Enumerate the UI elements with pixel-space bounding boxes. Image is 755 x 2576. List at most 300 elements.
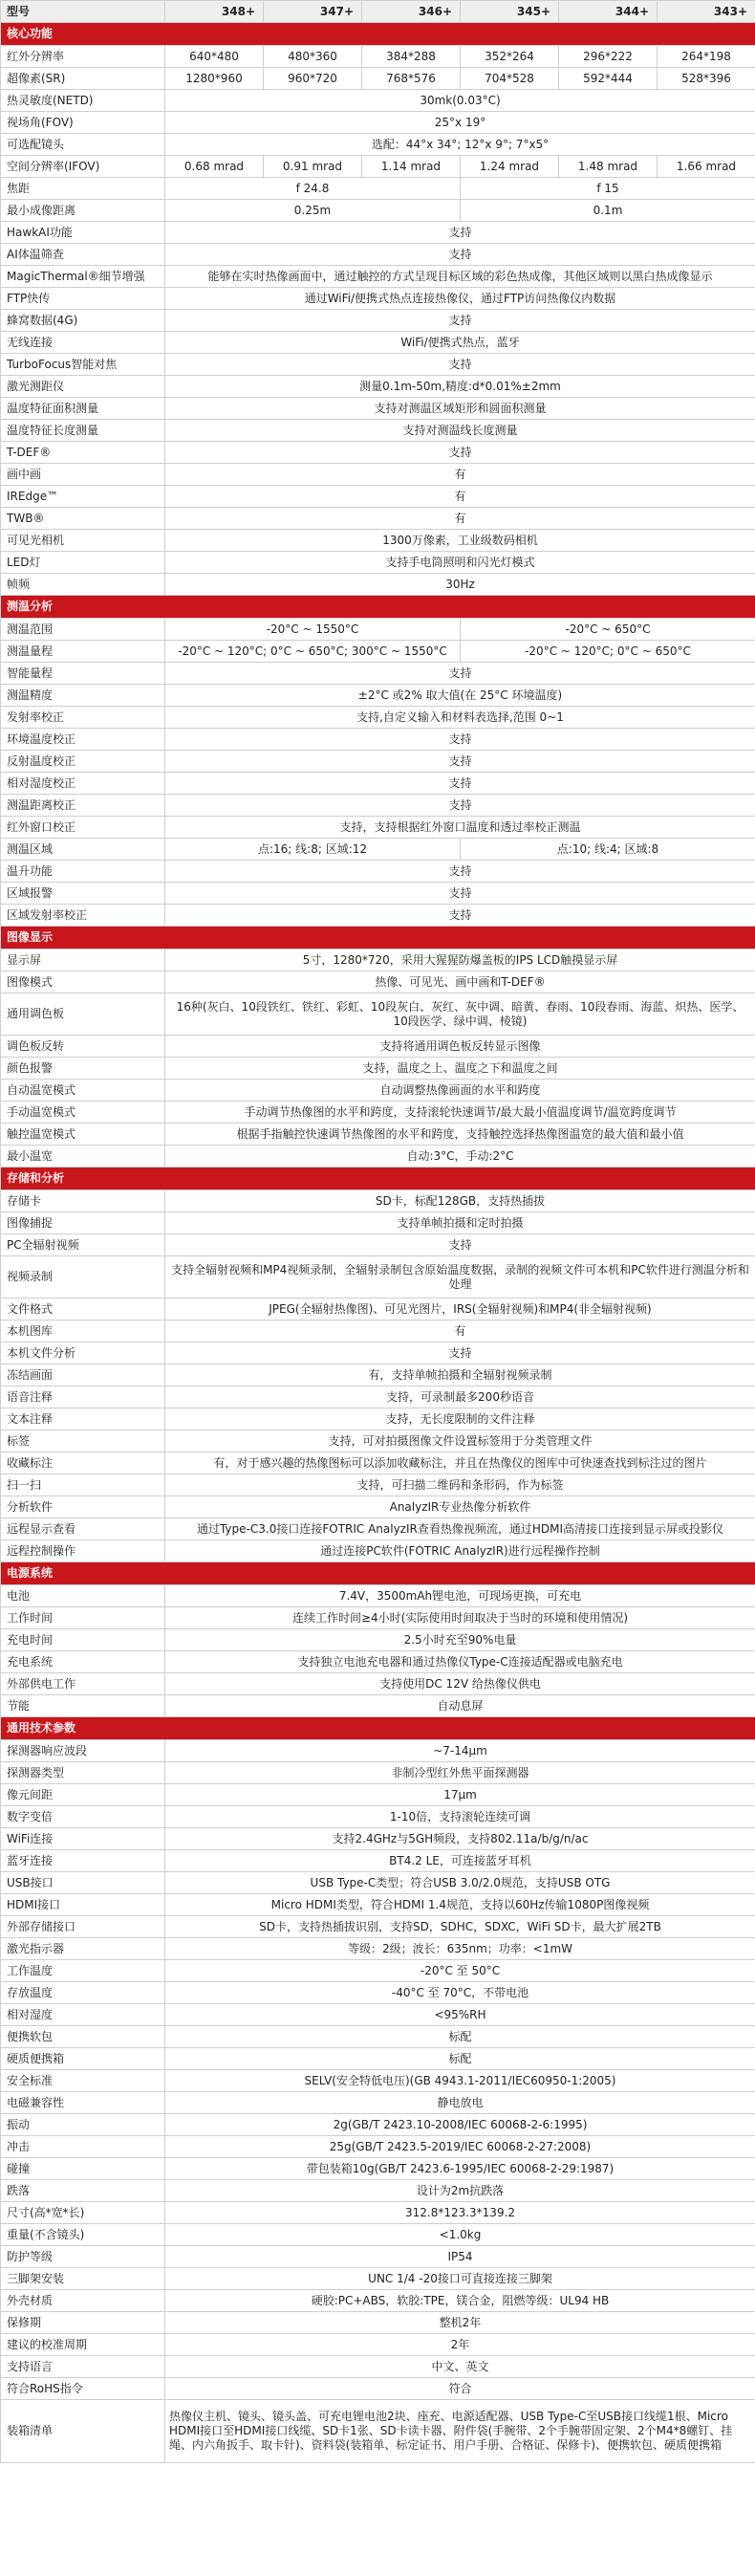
spec-label: HawkAI功能 xyxy=(1,222,165,244)
section-title: 存储和分析 xyxy=(1,1168,755,1190)
spec-row xyxy=(1,817,755,839)
spec-label: 硬质便携箱 xyxy=(1,2048,165,2070)
spec-value: 连续工作时间≥4小时(实际使用时间取决于当时的环境和使用情况) xyxy=(165,1607,755,1629)
spec-value: -20°C 至 50°C xyxy=(165,1960,755,1982)
spec-label: 充电时间 xyxy=(1,1629,165,1651)
spec-value: 非制冷型红外焦平面探测器 xyxy=(165,1762,755,1784)
spec-label: 蜂窝数据(4G) xyxy=(1,310,165,332)
spec-row xyxy=(1,2114,755,2136)
spec-row xyxy=(1,310,755,332)
spec-row xyxy=(1,376,755,398)
spec-row xyxy=(1,1982,755,2004)
spec-value: 自动:3°C，手动:2°C xyxy=(165,1146,755,1168)
spec-label: 视频录制 xyxy=(1,1256,165,1299)
spec-row xyxy=(1,795,755,817)
spec-row xyxy=(1,332,755,354)
spec-label: 本机图库 xyxy=(1,1321,165,1343)
spec-cell: 264*198 xyxy=(658,46,755,68)
spec-value: 支持将通用调色板反转显示图像 xyxy=(165,1036,755,1058)
spec-row xyxy=(1,685,755,707)
spec-row xyxy=(1,508,755,530)
spec-row xyxy=(1,1894,755,1916)
spec-label: 发射率校正 xyxy=(1,707,165,729)
spec-row xyxy=(1,1364,755,1386)
spec-row xyxy=(1,1872,755,1894)
spec-value: IP54 xyxy=(165,2246,755,2268)
spec-value: BT4.2 LE，可连接蓝牙耳机 xyxy=(165,1850,755,1872)
spec-value: 支持，可录制最多200秒语音 xyxy=(165,1386,755,1408)
section-title: 图像显示 xyxy=(1,927,755,950)
spec-row xyxy=(1,420,755,442)
spec-value: Micro HDMI类型，符合HDMI 1.4规范，支持以60Hz传输1080P图像视频 xyxy=(165,1894,755,1916)
spec-value: 标配 xyxy=(165,2048,755,2070)
spec-row xyxy=(1,2158,755,2180)
spec-value: 支持，无长度限制的文件注释 xyxy=(165,1408,755,1430)
spec-label: 三脚架安装 xyxy=(1,2268,165,2290)
spec-value: 设计为2m抗跌落 xyxy=(165,2180,755,2202)
spec-row xyxy=(1,1540,755,1562)
spec-value: 硬胶:PC+ABS，软胶:TPE，镁合金，阻燃等级：UL94 HB xyxy=(165,2290,755,2312)
spec-value: UNC 1/4 -20接口可直接连接三脚架 xyxy=(165,2268,755,2290)
spec-label: 探测器响应波段 xyxy=(1,1740,165,1762)
spec-value: 1-10倍，支持滚轮连续可调 xyxy=(165,1806,755,1828)
model-347-header: 347+ xyxy=(264,1,362,23)
spec-value: 手动调节热像图的水平和跨度，支持滚轮快速调节/最大最小值温度调节/温宽跨度调节 xyxy=(165,1102,755,1124)
spec-row xyxy=(1,1585,755,1607)
spec-value: 支持 xyxy=(165,354,755,376)
spec-label: 测温距离校正 xyxy=(1,795,165,817)
spec-label: T-DEF® xyxy=(1,442,165,464)
spec-row xyxy=(1,1146,755,1168)
spec-label: 节能 xyxy=(1,1695,165,1717)
spec-value: 支持单帧拍摄和定时拍摄 xyxy=(165,1212,755,1234)
spec-value: 标配 xyxy=(165,2026,755,2048)
spec-row xyxy=(1,574,755,596)
spec-cell: 1.14 mrad xyxy=(362,156,461,178)
spec-row xyxy=(1,178,755,200)
spec-row xyxy=(1,1828,755,1850)
spec-value: 25°x 19° xyxy=(165,112,755,134)
spec-label: 冲击 xyxy=(1,2136,165,2158)
spec-row xyxy=(1,1343,755,1364)
spec-value: 通过连接PC软件(FOTRIC AnalyzIR)进行远程操作控制 xyxy=(165,1540,755,1562)
spec-label: 电磁兼容性 xyxy=(1,2092,165,2114)
spec-row xyxy=(1,839,755,861)
spec-label: 通用调色板 xyxy=(1,993,165,1036)
spec-value: <95%RH xyxy=(165,2004,755,2026)
spec-value: 有 xyxy=(165,1321,755,1343)
spec-row xyxy=(1,1452,755,1474)
spec-label: 智能量程 xyxy=(1,663,165,685)
spec-value: 支持 xyxy=(165,442,755,464)
model-343-header: 343+ xyxy=(658,1,755,23)
spec-row xyxy=(1,1806,755,1828)
spec-value: 支持 xyxy=(165,310,755,332)
spec-row xyxy=(1,1080,755,1102)
spec-value: 支持独立电池充电器和通过热像仪Type-C连接适配器或电脑充电 xyxy=(165,1651,755,1673)
model-header-row xyxy=(1,1,755,23)
spec-label: TurboFocus智能对焦 xyxy=(1,354,165,376)
spec-row xyxy=(1,2048,755,2070)
spec-label: 存储卡 xyxy=(1,1190,165,1212)
spec-value: 支持,自定义输入和材料表选择,范围 0~1 xyxy=(165,707,755,729)
spec-value: 25g(GB/T 2423.5-2019/IEC 60068-2-27:2008) xyxy=(165,2136,755,2158)
spec-label: 温度特征面积测量 xyxy=(1,398,165,420)
spec-label: 最小温宽 xyxy=(1,1146,165,1168)
spec-row xyxy=(1,2180,755,2202)
spec-group-value: -20°C ~ 650°C xyxy=(461,619,755,641)
spec-label: 触控温宽模式 xyxy=(1,1124,165,1146)
spec-label: 红外分辨率 xyxy=(1,46,165,68)
section-title: 核心功能 xyxy=(1,23,755,46)
spec-value: 根据手指触控快速调节热像图的水平和跨度，支持触控选择热像图温宽的最大值和最小值 xyxy=(165,1124,755,1146)
spec-row xyxy=(1,2334,755,2356)
spec-value: 符合 xyxy=(165,2378,755,2400)
spec-label: 电池 xyxy=(1,1585,165,1607)
spec-row xyxy=(1,1916,755,1938)
spec-row xyxy=(1,464,755,486)
spec-row xyxy=(1,1256,755,1299)
spec-row xyxy=(1,950,755,971)
spec-label: 便携软包 xyxy=(1,2026,165,2048)
spec-label: 相对湿度校正 xyxy=(1,773,165,795)
spec-row xyxy=(1,883,755,905)
spec-value: 30Hz xyxy=(165,574,755,596)
spec-label: 尺寸(高*宽*长) xyxy=(1,2202,165,2224)
spec-label: 红外窗口校正 xyxy=(1,817,165,839)
spec-label: 最小成像距离 xyxy=(1,200,165,222)
spec-value: 支持 xyxy=(165,861,755,883)
spec-group-value: 0.1m xyxy=(461,200,755,222)
spec-label: 探测器类型 xyxy=(1,1762,165,1784)
spec-label: 收藏标注 xyxy=(1,1452,165,1474)
spec-label: 工作温度 xyxy=(1,1960,165,1982)
spec-cell: 640*480 xyxy=(165,46,264,68)
spec-row xyxy=(1,993,755,1036)
spec-label: 视场角(FOV) xyxy=(1,112,165,134)
spec-value: 支持 xyxy=(165,773,755,795)
spec-label: 区域发射率校正 xyxy=(1,905,165,927)
spec-cell: 0.68 mrad xyxy=(165,156,264,178)
spec-label: 保修期 xyxy=(1,2312,165,2334)
spec-label: 热灵敏度(NETD) xyxy=(1,90,165,112)
spec-row xyxy=(1,707,755,729)
section-header-row xyxy=(1,1717,755,1740)
spec-row xyxy=(1,1695,755,1717)
spec-label: 超像素(SR) xyxy=(1,68,165,90)
spec-value: 有，对于感兴趣的热像图标可以添加收藏标注，并且在热像仪的图库中可快速查找到标注过的图片 xyxy=(165,1452,755,1474)
spec-row xyxy=(1,1212,755,1234)
spec-row xyxy=(1,1496,755,1518)
spec-label: 符合RoHS指令 xyxy=(1,2378,165,2400)
spec-label: 文件格式 xyxy=(1,1299,165,1321)
spec-value: WiFi/便携式热点，蓝牙 xyxy=(165,332,755,354)
spec-label: 跌落 xyxy=(1,2180,165,2202)
spec-value: 通过Type-C3.0接口连接FOTRIC AnalyzIR查看热像视频流，通过HDMI高清接口连接到显示屏或投影仪 xyxy=(165,1518,755,1540)
spec-value: -40°C 至 70°C，不带电池 xyxy=(165,1982,755,2004)
spec-label: 手动温宽模式 xyxy=(1,1102,165,1124)
spec-row xyxy=(1,1938,755,1960)
spec-cell: 384*288 xyxy=(362,46,461,68)
spec-row xyxy=(1,2378,755,2400)
spec-row xyxy=(1,1629,755,1651)
spec-value: 支持 xyxy=(165,244,755,266)
spec-row xyxy=(1,773,755,795)
spec-label: 空间分辨率(IFOV) xyxy=(1,156,165,178)
spec-row xyxy=(1,68,755,90)
spec-row xyxy=(1,2004,755,2026)
spec-group-value: f 24.8 xyxy=(165,178,461,200)
spec-value: 支持，可扫描二维码和条形码，作为标签 xyxy=(165,1474,755,1496)
spec-label: 充电系统 xyxy=(1,1651,165,1673)
spec-label: 调色板反转 xyxy=(1,1036,165,1058)
spec-label: FTP快传 xyxy=(1,288,165,310)
spec-cell: 1.24 mrad xyxy=(461,156,559,178)
spec-label: AI体温筛查 xyxy=(1,244,165,266)
spec-label: TWB® xyxy=(1,508,165,530)
spec-label: 远程控制操作 xyxy=(1,1540,165,1562)
spec-label: 蓝牙连接 xyxy=(1,1850,165,1872)
spec-cell: 1.66 mrad xyxy=(658,156,755,178)
spec-row xyxy=(1,971,755,993)
section-title: 电源系统 xyxy=(1,1562,755,1585)
section-header-row xyxy=(1,927,755,950)
spec-value: USB Type-C类型；符合USB 3.0/2.0规范，支持USB OTG xyxy=(165,1872,755,1894)
spec-label: 冻结画面 xyxy=(1,1364,165,1386)
spec-value: 有 xyxy=(165,486,755,508)
spec-row xyxy=(1,1058,755,1080)
spec-row xyxy=(1,1740,755,1762)
spec-label: 自动温宽模式 xyxy=(1,1080,165,1102)
spec-row xyxy=(1,1960,755,1982)
spec-row xyxy=(1,751,755,773)
section-header-row xyxy=(1,596,755,619)
spec-row xyxy=(1,2356,755,2378)
spec-label: MagicThermal®细节增强 xyxy=(1,266,165,288)
spec-label: 反射温度校正 xyxy=(1,751,165,773)
spec-row xyxy=(1,2312,755,2334)
spec-cell: 528*396 xyxy=(658,68,755,90)
spec-value: 支持，支持根据红外窗口温度和透过率校正测温 xyxy=(165,817,755,839)
spec-row xyxy=(1,641,755,663)
spec-value: 16种(灰白、10段铁红、铁红、彩虹、10段灰白、灰红、灰中调、暗黄、春雨、10段春雨、海蓝、炽热、医学、10段医学、绿中调、棱镜) xyxy=(165,993,755,1036)
spec-value: 有，支持单帧拍摄和全辐射视频录制 xyxy=(165,1364,755,1386)
spec-label: 可见光相机 xyxy=(1,530,165,552)
section-title: 测温分析 xyxy=(1,596,755,619)
spec-label: 防护等级 xyxy=(1,2246,165,2268)
spec-row xyxy=(1,2400,755,2463)
spec-value: 支持 xyxy=(165,795,755,817)
spec-label: 建议的校准周期 xyxy=(1,2334,165,2356)
spec-row xyxy=(1,90,755,112)
spec-row xyxy=(1,530,755,552)
spec-value: 支持 xyxy=(165,729,755,751)
spec-value: <1.0kg xyxy=(165,2224,755,2246)
spec-label: 颜色报警 xyxy=(1,1058,165,1080)
spec-row xyxy=(1,1430,755,1452)
spec-value: 选配：44°x 34°; 12°x 9°; 7°x5° xyxy=(165,134,755,156)
model-344-header: 344+ xyxy=(559,1,658,23)
spec-label: 相对湿度 xyxy=(1,2004,165,2026)
spec-row xyxy=(1,2290,755,2312)
spec-cell: 1280*960 xyxy=(165,68,264,90)
spec-value: 能够在实时热像画面中，通过触控的方式呈现目标区域的彩色热成像，其他区域则以黑白热成像显示 xyxy=(165,266,755,288)
model-348-header: 348+ xyxy=(165,1,264,23)
spec-label: 区域报警 xyxy=(1,883,165,905)
spec-label: 振动 xyxy=(1,2114,165,2136)
section-title: 通用技术参数 xyxy=(1,1717,755,1740)
spec-cell: 352*264 xyxy=(461,46,559,68)
spec-row xyxy=(1,442,755,464)
spec-value: ±2°C 或2% 取大值(在 25°C 环境温度) xyxy=(165,685,755,707)
spec-label: 工作时间 xyxy=(1,1607,165,1629)
spec-row xyxy=(1,1784,755,1806)
spec-label: 温升功能 xyxy=(1,861,165,883)
spec-label: 激光测距仪 xyxy=(1,376,165,398)
spec-value: SELV(安全特低电压)(GB 4943.1-2011/IEC60950-1:2005) xyxy=(165,2070,755,2092)
spec-cell: 592*444 xyxy=(559,68,658,90)
spec-row xyxy=(1,2202,755,2224)
spec-row xyxy=(1,729,755,751)
spec-value: 自动息屏 xyxy=(165,1695,755,1717)
spec-row xyxy=(1,288,755,310)
spec-value: 支持对测温区域矩形和圆面积测量 xyxy=(165,398,755,420)
spec-label: 数字变倍 xyxy=(1,1806,165,1828)
spec-row xyxy=(1,398,755,420)
spec-label: LED灯 xyxy=(1,552,165,574)
spec-row xyxy=(1,2092,755,2114)
spec-cell: 960*720 xyxy=(264,68,362,90)
spec-row xyxy=(1,1607,755,1629)
spec-group-value: 0.25m xyxy=(165,200,461,222)
spec-label: 碰撞 xyxy=(1,2158,165,2180)
spec-row xyxy=(1,2246,755,2268)
spec-label: IREdge™ xyxy=(1,486,165,508)
spec-row xyxy=(1,266,755,288)
spec-value: 等级：2级；波长：635nm；功率：<1mW xyxy=(165,1938,755,1960)
spec-value: 静电放电 xyxy=(165,2092,755,2114)
spec-row xyxy=(1,222,755,244)
spec-row xyxy=(1,1036,755,1058)
spec-value: 带包装箱10g(GB/T 2423.6-1995/IEC 60068-2-29:1987) xyxy=(165,2158,755,2180)
spec-group-value: -20°C ~ 120°C; 0°C ~ 650°C; 300°C ~ 1550°C xyxy=(165,641,461,663)
spec-row xyxy=(1,1474,755,1496)
spec-value: 支持 xyxy=(165,751,755,773)
spec-value: 中文、英文 xyxy=(165,2356,755,2378)
spec-value: 整机2年 xyxy=(165,2312,755,2334)
spec-row xyxy=(1,200,755,222)
spec-value: ~7-14μm xyxy=(165,1740,755,1762)
section-header-row xyxy=(1,1168,755,1190)
spec-row xyxy=(1,2070,755,2092)
spec-row xyxy=(1,354,755,376)
spec-value: 有 xyxy=(165,464,755,486)
spec-value: 支持2.4GHz与5GH频段，支持802.11a/b/g/n/ac xyxy=(165,1828,755,1850)
spec-value: 支持 xyxy=(165,1234,755,1256)
spec-label: 显示屏 xyxy=(1,950,165,971)
spec-row xyxy=(1,861,755,883)
spec-value: 2.5小时充至90%电量 xyxy=(165,1629,755,1651)
spec-value: 支持 xyxy=(165,663,755,685)
spec-row xyxy=(1,1102,755,1124)
spec-value: 支持 xyxy=(165,1343,755,1364)
spec-value: 自动调整热像画面的水平和跨度 xyxy=(165,1080,755,1102)
spec-label: 外部供电工作 xyxy=(1,1673,165,1695)
spec-label: 本机文件分析 xyxy=(1,1343,165,1364)
model-346-header: 346+ xyxy=(362,1,461,23)
spec-row xyxy=(1,1762,755,1784)
spec-value: 2g(GB/T 2423.10-2008/IEC 60068-2-6:1995) xyxy=(165,2114,755,2136)
spec-label: WiFi连接 xyxy=(1,1828,165,1850)
spec-cell: 768*576 xyxy=(362,68,461,90)
model-345-header: 345+ xyxy=(461,1,559,23)
spec-row xyxy=(1,2224,755,2246)
spec-row xyxy=(1,1673,755,1695)
spec-value: 5寸，1280*720，采用大猩猩防爆盖板的IPS LCD触摸显示屏 xyxy=(165,950,755,971)
spec-value: 支持，温度之上、温度之下和温度之间 xyxy=(165,1058,755,1080)
spec-label: 文本注释 xyxy=(1,1408,165,1430)
section-header-row xyxy=(1,23,755,46)
spec-row xyxy=(1,112,755,134)
spec-row xyxy=(1,486,755,508)
spec-label: 焦距 xyxy=(1,178,165,200)
spec-label: PC全辐射视频 xyxy=(1,1234,165,1256)
spec-value: JPEG(全辐射热像图)、可见光图片，IRS(全辐射视频)和MP4(非全辐射视频) xyxy=(165,1299,755,1321)
spec-value: 2年 xyxy=(165,2334,755,2356)
spec-label: 分析软件 xyxy=(1,1496,165,1518)
spec-value: 支持 xyxy=(165,883,755,905)
spec-table-body xyxy=(1,1,755,2463)
spec-value: 有 xyxy=(165,508,755,530)
spec-row xyxy=(1,46,755,68)
spec-label: 帧频 xyxy=(1,574,165,596)
spec-value: 热像仪主机、镜头、镜头盖、可充电锂电池2块、座充、电源适配器、USB Type-C至USB接口线缆1根、Micro HDMI接口至HDMI接口线缆、SD卡1张、SD卡读卡器、附件袋(手腕带、2个手腕带固定架、2个M4*8螺钉、挂绳、内六角扳手、取卡针)、资料袋(装箱单、标定证书、用户手册、合格证、保修卡)、便携软包、硬质便携箱 xyxy=(165,2400,755,2463)
spec-row xyxy=(1,1386,755,1408)
spec-value: 1300万像素，工业级数码相机 xyxy=(165,530,755,552)
spec-group-value: -20°C ~ 1550°C xyxy=(165,619,461,641)
spec-label: HDMI接口 xyxy=(1,1894,165,1916)
spec-label: 测温量程 xyxy=(1,641,165,663)
spec-row xyxy=(1,2026,755,2048)
section-header-row xyxy=(1,1562,755,1585)
spec-group-value: f 15 xyxy=(461,178,755,200)
spec-label: 存放温度 xyxy=(1,1982,165,2004)
spec-label: 无线连接 xyxy=(1,332,165,354)
spec-cell: 296*222 xyxy=(559,46,658,68)
spec-value: 30mk(0.03°C) xyxy=(165,90,755,112)
spec-label: 装箱清单 xyxy=(1,2400,165,2463)
spec-group-value: 点:16; 线:8; 区域:12 xyxy=(165,839,461,861)
model-header-label: 型号 xyxy=(1,1,165,23)
spec-label: 语音注释 xyxy=(1,1386,165,1408)
spec-value: 支持使用DC 12V 给热像仪供电 xyxy=(165,1673,755,1695)
spec-value: 热像、可见光、画中画和T-DEF® xyxy=(165,971,755,993)
spec-value: SD卡，标配128GB，支持热插拔 xyxy=(165,1190,755,1212)
spec-value: 312.8*123.3*139.2 xyxy=(165,2202,755,2224)
spec-label: 可选配镜头 xyxy=(1,134,165,156)
spec-row xyxy=(1,156,755,178)
spec-value: 支持 xyxy=(165,905,755,927)
spec-row xyxy=(1,244,755,266)
spec-label: 画中画 xyxy=(1,464,165,486)
spec-label: 扫一扫 xyxy=(1,1474,165,1496)
spec-cell: 480*360 xyxy=(264,46,362,68)
spec-row xyxy=(1,619,755,641)
spec-row xyxy=(1,663,755,685)
spec-value: 支持，可对拍摄图像文件设置标签用于分类管理文件 xyxy=(165,1430,755,1452)
spec-label: 重量(不含镜头) xyxy=(1,2224,165,2246)
spec-row xyxy=(1,1651,755,1673)
